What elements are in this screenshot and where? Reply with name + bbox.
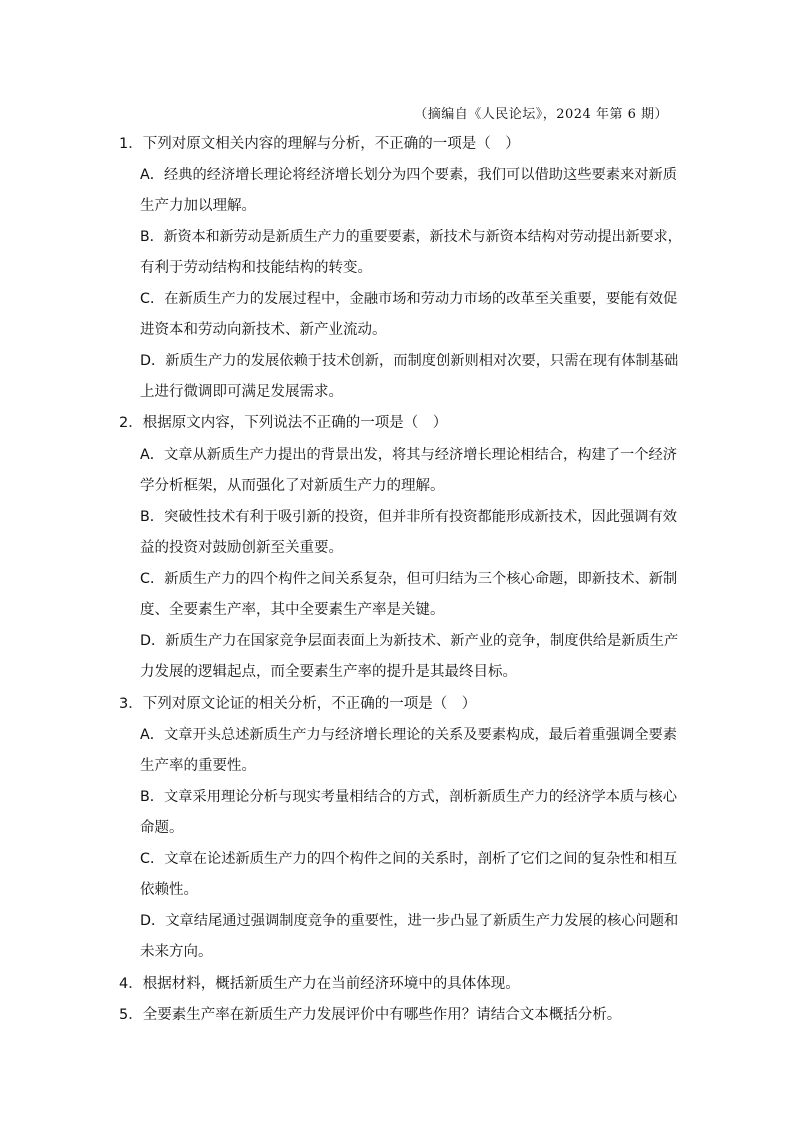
q1-option-d-line2: 上进行微调即可满足发展需求。 xyxy=(140,384,343,400)
question-4-stem: 4．根据材料，概括新质生产力在当前经济环境中的具体体现。 xyxy=(119,976,520,992)
q1-option-b-line2: 有利于劳动结构和技能结构的转变。 xyxy=(140,260,372,276)
q1-option-a-line1: A．经典的经济增长理论将经济增长划分为四个要素，我们可以借助这些要素来对新质 xyxy=(140,167,677,183)
q2-option-d-line1: D．新质生产力在国家竞争层面表面上为新技术、新产业的竞争，制度供给是新质生产 xyxy=(140,633,679,649)
q3-option-c-line2: 依赖性。 xyxy=(140,882,198,898)
question-2-stem: 2．根据原文内容，下列说法不正确的一项是（ ） xyxy=(119,415,448,431)
q3-option-c-line1: C．文章在论述新质生产力的四个构件之间的关系时，剖析了它们之间的复杂性和相互 xyxy=(140,851,678,867)
q3-option-b-line2: 命题。 xyxy=(140,820,184,836)
q2-option-b-line1: B．突破性技术有利于吸引新的投资，但并非所有投资都能形成新技术，因此强调有效 xyxy=(140,509,678,525)
q3-option-b-line1: B．文章采用理论分析与现实考量相结合的方式，剖析新质生产力的经济学本质与核心 xyxy=(140,789,678,805)
q2-option-c-line2: 度、全要素生产率，其中全要素生产率是关键。 xyxy=(140,602,445,618)
source-citation: （摘编自《人民论坛》，2024 年第 6 期） xyxy=(414,107,668,122)
q1-option-a-line2: 生产力加以理解。 xyxy=(140,198,256,214)
q3-option-a-line1: A．文章开头总述新质生产力与经济增长理论的关系及要素构成，最后着重强调全要素 xyxy=(140,727,677,743)
q3-option-a-line2: 生产率的重要性。 xyxy=(140,758,256,774)
q2-option-a-line1: A．文章从新质生产力提出的背景出发，将其与经济增长理论相结合，构建了一个经济 xyxy=(140,447,677,463)
question-3-stem: 3．下列对原文论证的相关分析，不正确的一项是（ ） xyxy=(119,696,477,712)
q3-option-d-line2: 未来方向。 xyxy=(140,944,213,960)
q2-option-c-line1: C．新质生产力的四个构件之间关系复杂，但可归结为三个核心命题，即新技术、新制 xyxy=(140,571,678,587)
q2-option-b-line2: 益的投资对鼓励创新至关重要。 xyxy=(140,540,343,556)
q3-option-d-line1: D．文章结尾通过强调制度竞争的重要性，进一步凸显了新质生产力发展的核心问题和 xyxy=(140,913,679,929)
q1-option-d-line1: D．新质生产力的发展依赖于技术创新，而制度创新则相对次要，只需在现有体制基础 xyxy=(140,353,679,369)
question-1-stem: 1．下列对原文相关内容的理解与分析，不正确的一项是（ ） xyxy=(119,136,520,152)
q1-option-b-line1: B．新资本和新劳动是新质生产力的重要要素，新技术与新资本结构对劳动提出新要求， xyxy=(140,229,682,245)
q2-option-d-line2: 力发展的逻辑起点，而全要素生产率的提升是其最终目标。 xyxy=(140,664,517,680)
question-5-stem: 5．全要素生产率在新质生产力发展评价中有哪些作用？请结合文本概括分析。 xyxy=(119,1007,622,1023)
q1-option-c-line1: C．在新质生产力的发展过程中，金融市场和劳动力市场的改革至关重要，要能有效促 xyxy=(140,291,678,307)
q2-option-a-line2: 学分析框架，从而强化了对新质生产力的理解。 xyxy=(140,478,445,494)
q1-option-c-line2: 进资本和劳动向新技术、新产业流动。 xyxy=(140,322,387,338)
